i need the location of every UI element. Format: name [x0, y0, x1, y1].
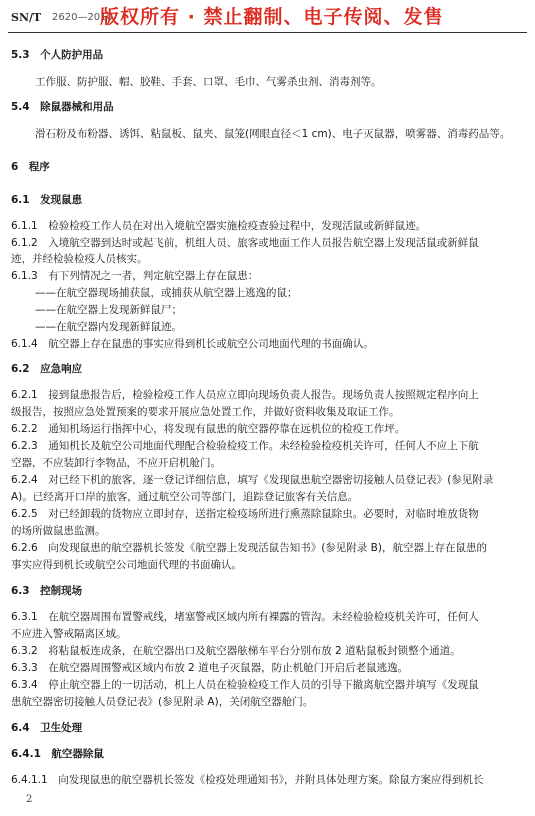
standard-code: SN/T — [11, 11, 42, 24]
text-line: 6.4.1.1 向发现鼠患的航空器机长签发《检疫处理通知书》，并附具体处理方案。除鼠方案应得到机长 — [11, 774, 484, 786]
section-heading: 6 程序 — [11, 161, 50, 173]
text-line: 级报告，按照应急处置预案的要求开展应急处置工作，并做好资料收集及取证工作。 — [11, 406, 400, 418]
text-line: 工作服、防护服、帽、胶鞋、手套、口罩、毛巾、气雾杀虫剂、消毒剂等。 — [35, 76, 382, 88]
text-line: 滑石粉及布粉器、诱饵、粘鼠板、鼠夹、鼠笼(网眼直径＜1 cm)、电子灭鼠器，喷雾器、消毒药品等。 — [35, 128, 511, 140]
text-line: 事实应得到机长或航空公司地面代理的书面确认。 — [11, 559, 242, 571]
section-heading: 6.1 发现鼠患 — [11, 194, 83, 206]
text-line: 6.2.3 通知机长及航空公司地面代理配合检验检疫工作。未经检验检疫机关许可，任何人不应上下航 — [11, 440, 479, 452]
standard-number: 2620—2010 — [52, 12, 113, 23]
copyright-watermark: 版权所有 · 禁止翻制、电子传阅、发售 — [100, 6, 444, 28]
text-line: ——在航空器现场捕获鼠，或捕获从航空器上逃逸的鼠； — [35, 287, 298, 299]
text-line: 6.1.1 检验检疫工作人员在对出入境航空器实施检疫查验过程中，发现活鼠或新鲜鼠迹。 — [11, 220, 427, 232]
text-line: A)。已经离开口岸的旅客，通过航空公司等部门，追踪登记旅客有关信息。 — [11, 491, 359, 503]
page-number: 2 — [26, 794, 33, 805]
text-line: 6.3.1 在航空器周围布置警戒线，堵塞警戒区域内所有裸露的管沟。未经检验检疫机关许可，任何人 — [11, 611, 479, 623]
section-heading: 6.4 卫生处理 — [11, 722, 83, 734]
text-line: 6.1.3 有下列情况之一者，判定航空器上存在鼠患： — [11, 270, 259, 282]
text-line: 6.2.6 向发现鼠患的航空器机长签发《航空器上发现活鼠告知书》(参见附录 B)，航空器上存在鼠患的 — [11, 542, 487, 554]
text-line: ——在航空器上发现新鲜鼠尸； — [35, 304, 182, 316]
text-line: 不应进入警戒隔离区域。 — [11, 628, 127, 640]
text-line: 6.3.4 停止航空器上的一切活动，机上人员在检验检疫工作人员的引导下撤离航空器并填写《发现鼠 — [11, 679, 479, 691]
section-heading: 6.2 应急响应 — [11, 363, 83, 375]
text-line: ——在航空器内发现新鲜鼠迹。 — [35, 321, 182, 333]
text-line: 6.1.4 航空器上存在鼠患的事实应得到机长或航空公司地面代理的书面确认。 — [11, 338, 374, 350]
text-line: 6.2.5 对已经卸载的货物应立即封存，送指定检疫场所进行熏蒸除鼠除虫。必要时，对临时堆放货物 — [11, 508, 479, 520]
text-line: 6.1.2 入境航空器到达时或起飞前，机组人员、旅客或地面工作人员报告航空器上发现活鼠或新鲜鼠 — [11, 237, 479, 249]
text-line: 患航空器密切接触人员登记表》(参见附录 A)，关闭航空器舱门。 — [11, 696, 314, 708]
section-heading: 6.4.1 航空器除鼠 — [11, 748, 104, 760]
header-rule — [8, 32, 527, 33]
section-heading: 5.4 除鼠器械和用品 — [11, 101, 114, 113]
text-line: 的场所做鼠患监测。 — [11, 525, 106, 537]
text-line: 6.2.4 对已经下机的旅客，逐一登记详细信息，填写《发现鼠患航空器密切接触人员登记表》(参见附录 — [11, 474, 494, 486]
text-line: 迹，并经检验检疫人员核实。 — [11, 253, 148, 265]
text-line: 6.2.1 接到鼠患报告后，检验检疫工作人员应立即向现场负责人报告。现场负责人按照规定程序向上 — [11, 389, 479, 401]
text-line: 6.3.3 在航空器周围警戒区域内布放 2 道电子灭鼠器，防止机舱门开启后老鼠逃逸。 — [11, 662, 409, 674]
text-line: 6.3.2 将粘鼠板连成条，在航空器出口及航空器舷梯车平台分别布放 2 道粘鼠板封锁整个通道。 — [11, 645, 461, 657]
section-heading: 5.3 个人防护用品 — [11, 49, 104, 61]
section-heading: 6.3 控制现场 — [11, 585, 83, 597]
text-line: 6.2.2 通知机场运行指挥中心，将发现有鼠患的航空器停靠在远机位的检疫工作坪。 — [11, 423, 406, 435]
text-line: 空器，不应装卸行李物品，不应开启机舱门。 — [11, 457, 221, 469]
